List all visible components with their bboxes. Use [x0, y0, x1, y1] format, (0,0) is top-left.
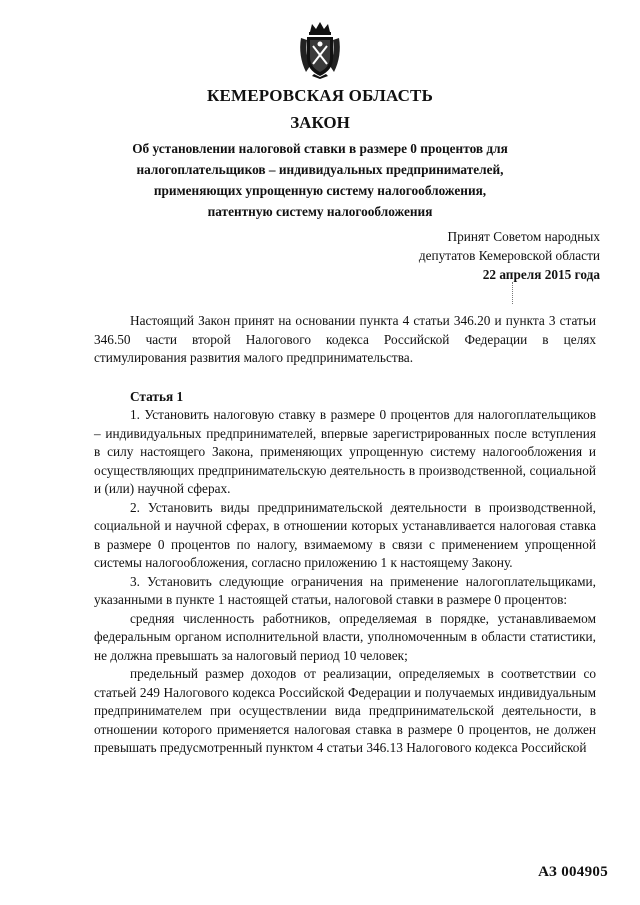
coat-of-arms-icon	[298, 22, 342, 80]
document-type: ЗАКОН	[290, 113, 350, 132]
preamble: Настоящий Закон принят на основании пункта 4 статьи 346.20 и пункта 3 статьи 346.50 части второй Налогового кодекса Российской Федерации в целях стимулирования развития малого предпринимательства.	[94, 313, 596, 365]
adoption-line: депутатов Кемеровской области	[418, 248, 600, 263]
law-subject-title	[110, 138, 530, 222]
region-title: КЕМЕРОВСКАЯ ОБЛАСТЬ	[206, 86, 434, 105]
title-line: Об установлении налоговой ставки в размере 0 процентов для	[132, 141, 508, 156]
document-body	[94, 312, 596, 758]
article-heading: Статья 1	[130, 388, 184, 404]
article-paragraph: 2. Установить виды предпринимательской деятельности в производственной, социальной и научной сферах, в отношении которых устанавливается налоговая ставка в размере 0 процентов по налогу, взимаемому в связи с применением упрощенной системы налогообложения, согласно приложению 1 к настоящему Закону.	[94, 499, 596, 570]
article-paragraph: предельный размер доходов от реализации, определяемых в соответствии со статьей 249 Налогового кодекса Российской Федерации и получаемых индивидуальным предпринимателем при осуществлении вида предпринимательской деятельности, в отношении которого применяется налоговая ставка в размере 0 процентов, не должен превышать предусмотренный пунктом 4 статьи 346.13 Налогового кодекса Российской	[94, 666, 596, 755]
title-line: налогоплательщиков – индивидуальных предпринимателей,	[136, 162, 504, 177]
title-line: патентную систему налогообложения	[207, 204, 433, 219]
adoption-block	[340, 227, 600, 284]
scan-mark	[512, 282, 514, 304]
form-serial-number: АЗ 004905	[538, 864, 608, 880]
adoption-line: Принят Советом народных	[447, 229, 600, 244]
article-paragraph: средняя численность работников, определяемая в порядке, устанавливаемом федеральным органом исполнительной власти, уполномоченным в области статистики, не должна превышать за налоговый период 10 человек;	[94, 610, 596, 663]
article-paragraph: 3. Установить следующие ограничения на применение налогоплательщиками, указанными в пункте 1 настоящей статьи, налоговой ставки в размере 0 процентов:	[94, 573, 596, 607]
adoption-date: 22 апреля 2015 года	[482, 267, 600, 282]
article-paragraph: 1. Установить налоговую ставку в размере 0 процентов для налогоплательщиков – индивидуальных предпринимателей, впервые зарегистрированных после вступления в силу настоящего Закона, применяющих упрощенную систему налогообложения и осуществляющих предпринимательскую деятельность в производственной, социальной и (или) научной сферах.	[94, 407, 596, 496]
title-line: применяющих упрощенную систему налогообложения,	[153, 183, 487, 198]
